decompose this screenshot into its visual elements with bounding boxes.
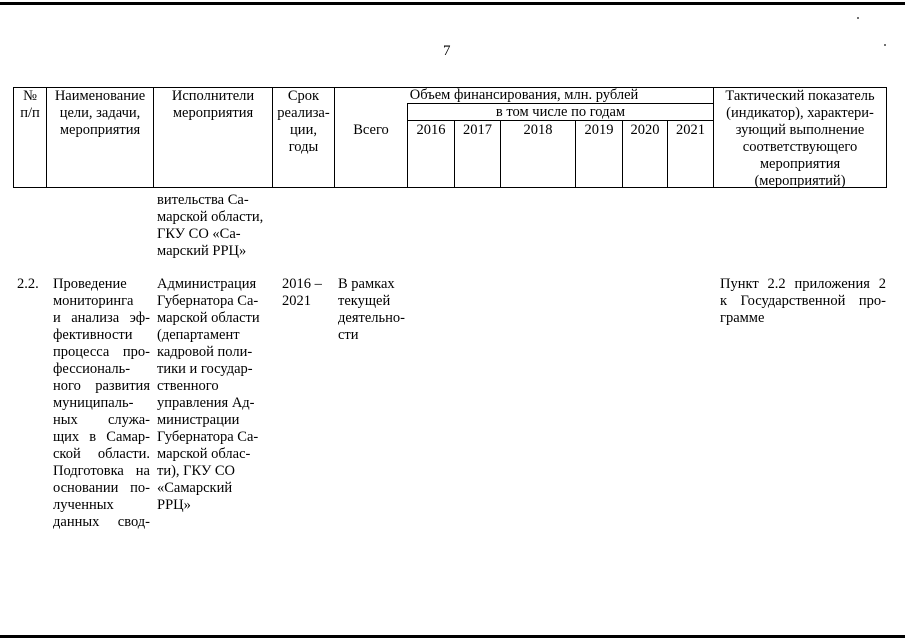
- header-year-2019: 2019: [584, 122, 614, 138]
- row-financing-line: В рамках: [338, 276, 395, 292]
- row-financing: [338, 276, 405, 344]
- row-name-line: Подготовка на: [53, 463, 150, 479]
- header-executors: [154, 88, 272, 122]
- row-executors-line: РРЦ»: [157, 497, 191, 513]
- header-name-line: Наименование: [54, 88, 146, 104]
- header-indicator-line: зующий выполнение: [735, 122, 865, 138]
- row-name-line: процесса про-: [53, 344, 150, 360]
- scan-speck: [857, 17, 859, 19]
- header-term-line: реализа-: [277, 105, 330, 121]
- row-executors-line: марской облас-: [157, 446, 251, 462]
- header-indicator-line: мероприятия: [759, 156, 841, 172]
- header-indicator: [714, 88, 886, 190]
- continuation-line: марской области,: [157, 209, 264, 225]
- row-name-line: Проведение: [53, 276, 127, 292]
- row-name-line: данных свод-: [53, 514, 150, 530]
- row-executors-line: кадровой поли-: [157, 344, 253, 360]
- header-indicator-line: (индикатор), характери-: [726, 105, 874, 121]
- row-executors-line: Губернатора Са-: [157, 293, 259, 309]
- row-name-line: фессиональ-: [53, 361, 131, 377]
- row-financing-line: текущей: [338, 293, 391, 309]
- row-indicator: [720, 276, 886, 327]
- header-year-2020: 2020: [630, 122, 660, 138]
- header-year-2018: 2018: [523, 122, 553, 138]
- header-name: [47, 88, 153, 139]
- row-term: [282, 276, 322, 310]
- row-indicator-line: грамме: [720, 310, 765, 326]
- row-executors-line: ственного: [157, 378, 219, 394]
- header-term: [273, 88, 334, 156]
- row-executors-line: (департамент: [157, 327, 240, 343]
- header-total: Всего: [353, 122, 389, 138]
- border-right: [886, 87, 887, 188]
- header-number-line: №: [23, 88, 37, 104]
- row-name-line: и анализа эф-: [53, 310, 150, 326]
- continuation-executors: [157, 192, 263, 260]
- header-indicator-line: Тактический показатель: [725, 88, 875, 104]
- row-name-line: мониторинга: [53, 293, 134, 309]
- row-name-line: лученных: [53, 497, 114, 513]
- row-term-line: 2021: [282, 293, 311, 309]
- row-indicator-line: Пункт 2.2 приложения 2: [720, 276, 886, 292]
- row-number: 2.2.: [17, 276, 39, 292]
- header-financing-title: Объем финансирования, млн. рублей: [409, 87, 639, 103]
- row-name-line: ской области.: [53, 446, 150, 462]
- header-term-line: ции,: [290, 122, 317, 138]
- top-rule: [0, 2, 905, 5]
- header-number-line: п/п: [20, 105, 40, 121]
- header-number: [14, 88, 46, 122]
- row-executors: [157, 276, 260, 514]
- row-term-line: 2016 –: [282, 276, 322, 292]
- header-term-line: годы: [288, 139, 319, 155]
- header-year-2016: 2016: [416, 122, 446, 138]
- header-executors-line: мероприятия: [172, 105, 254, 121]
- row-executors-line: Администрация: [157, 276, 257, 292]
- row-name-line: муниципаль-: [53, 395, 134, 411]
- continuation-line: ГКУ СО «Са-: [157, 226, 241, 242]
- continuation-line: марский РРЦ»: [157, 243, 247, 259]
- header-year-2017: 2017: [463, 122, 492, 138]
- row-name: [53, 276, 150, 531]
- header-indicator-line: (мероприятий): [754, 173, 846, 189]
- row-name-line: ных служа-: [53, 412, 150, 428]
- row-name-line: основании по-: [53, 480, 150, 496]
- row-executors-line: управления Ад-: [157, 395, 255, 411]
- header-name-line: мероприятия: [59, 122, 141, 138]
- row-executors-line: тики и государ-: [157, 361, 253, 377]
- header-name-line: цели, задачи,: [59, 105, 141, 121]
- row-executors-line: марской области: [157, 310, 260, 326]
- continuation-line: вительства Са-: [157, 192, 249, 208]
- row-financing-line: сти: [338, 327, 359, 343]
- row-executors-line: Губернатора Са-: [157, 429, 259, 445]
- row-name-line: фективности: [53, 327, 133, 343]
- row-name-line: ного развития: [53, 378, 150, 394]
- row-financing-line: деятельно-: [338, 310, 405, 326]
- header-indicator-line: соответствующего: [742, 139, 858, 155]
- header-by-years: в том числе по годам: [495, 104, 626, 120]
- header-year-2021: 2021: [676, 122, 705, 138]
- page-number: 7: [443, 43, 451, 59]
- row-executors-line: министрации: [157, 412, 240, 428]
- bottom-rule: [0, 635, 905, 638]
- scan-speck: [884, 44, 886, 46]
- header-executors-line: Исполнители: [171, 88, 255, 104]
- row-executors-line: «Самарский: [157, 480, 233, 496]
- row-name-line: щих в Самар-: [53, 429, 150, 445]
- row-indicator-line: к Государственной про-: [720, 293, 886, 309]
- row-executors-line: ти), ГКУ СО: [157, 463, 235, 479]
- header-term-line: Срок: [287, 88, 320, 104]
